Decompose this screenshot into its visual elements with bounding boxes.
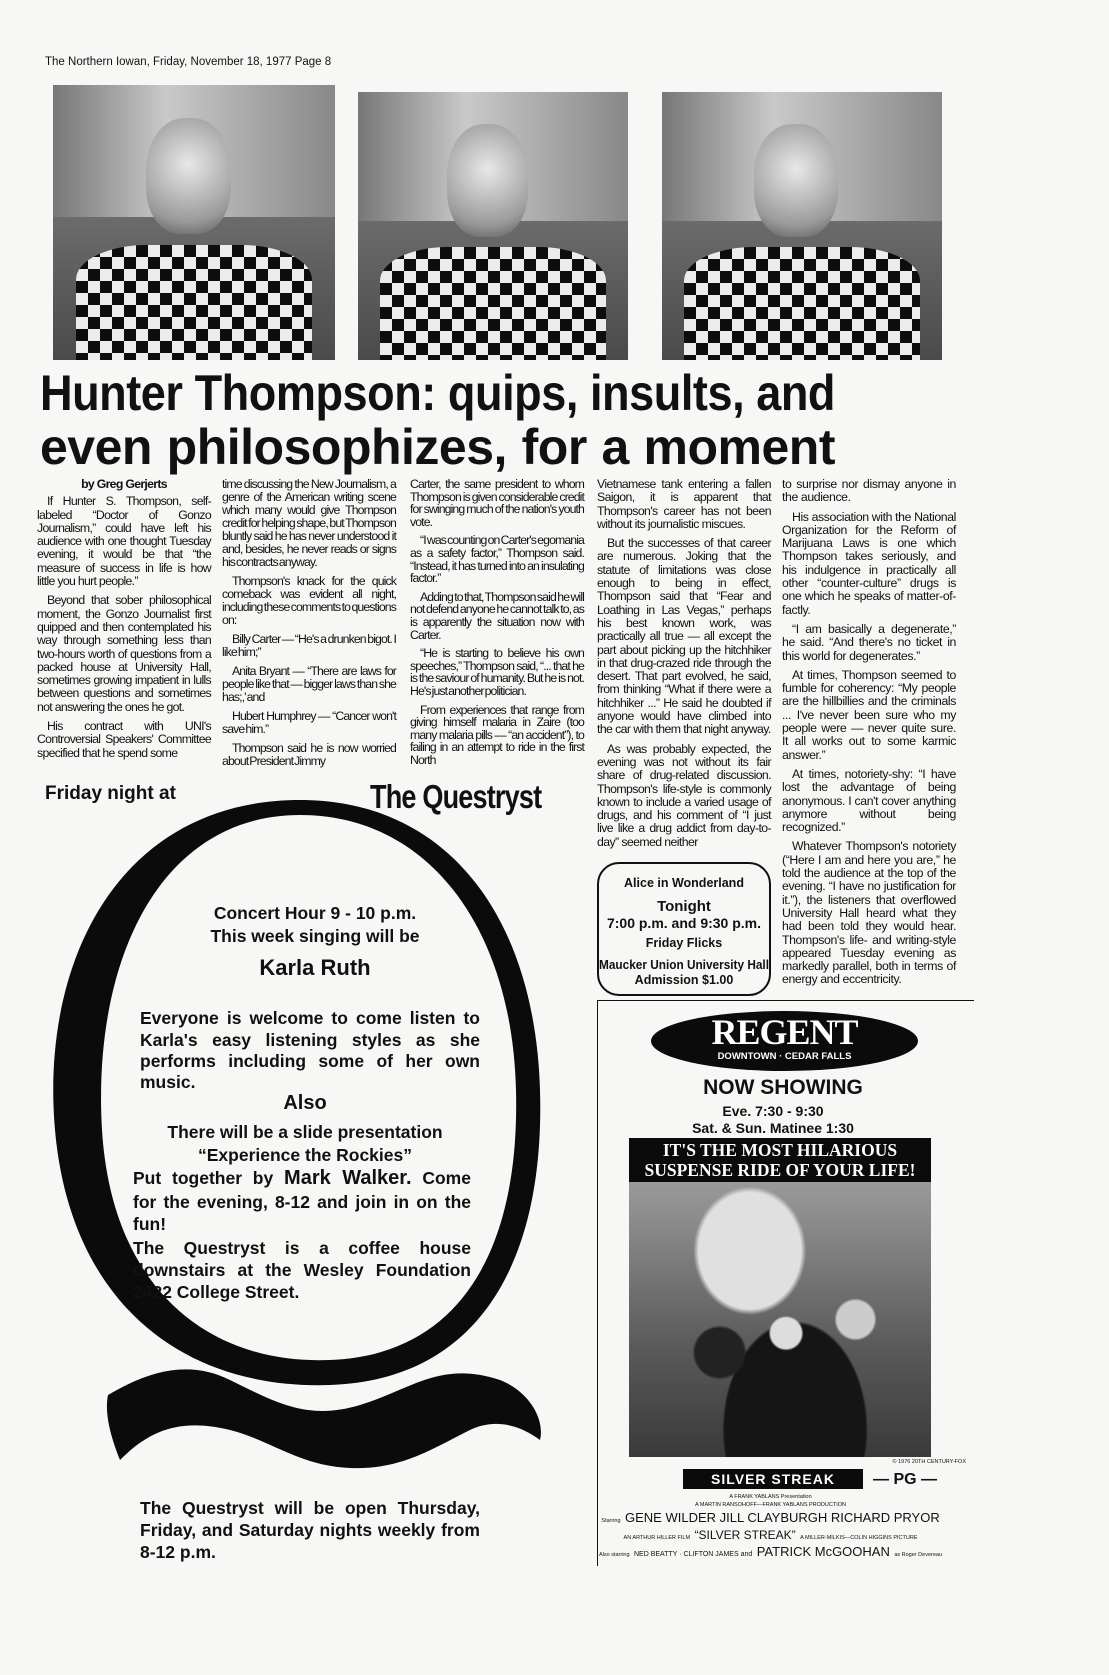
q-also: Also <box>283 1092 327 1114</box>
featured-role: as Roger Devereau <box>894 1552 943 1558</box>
article-column-5 <box>782 478 956 993</box>
article-paragraph: His contract with UNI's Controversial Speakers' Committee specified that he spend some <box>37 719 211 760</box>
article-paragraph: time discussing the New Journalism, a genre of the American writing scene which many would give Thompson credit for helping shape, but Thompson bluntly said he has never understood it and, besides, he never reads or signs his contracts anyway. <box>222 477 396 569</box>
article-paragraph: But the successes of that career are numerous. Joking that the statute of limitations was close enough to being in effect, Thompson said that “Fear and Loathing in Las Vegas,” perhaps his best known work, was practically all true — all except the part about picking up the hitchhiker in that drug-crazed ride through the desert. That part evolved, he said, from thinking “What if there were a hitchhiker ...” He said he doubted if anyone would have climbed into the car with them that night anyway. <box>597 536 771 737</box>
film-credit-pre: AN ARTHUR HILLER FILM <box>623 1535 691 1541</box>
questryst-name: The Questryst <box>370 778 542 815</box>
article-paragraph: Anita Bryant — “There are laws for people like that — bigger laws than she has;,' and <box>222 664 396 704</box>
headline-line-2: even philosophizes, for a moment <box>40 419 835 475</box>
article-paragraph: As was probably expected, the evening was not without its fair share of drug-related discussion. Thompson's life-style is commonly known to include a varied usage of drugs, and his comment of “I just live like a drug addict from day-to-day” seemed neither <box>597 741 771 849</box>
article-paragraph: Carter, the same president to whom Thompson is given considerable credit for swinging much of the nation's youth vote. <box>410 477 584 529</box>
alice-title: Alice in Wonderland <box>624 876 744 890</box>
article-paragraph: If Hunter S. Thompson, self-labeled “Doctor of Gonzo Journalism,” could have left his audience with one thought Tuesday evening, it would be that “the measure of success in life is how little you hurt people.” <box>37 494 211 589</box>
article-paragraph: Vietnamese tank entering a fallen Saigon, it is apparent that Thompson's career has not been without its journalistic miscues. <box>597 477 771 531</box>
photo-thompson-right <box>662 92 942 360</box>
article-paragraph: Thompson's knack for the quick comeback was evident all night, including these comments to questions on: <box>222 574 396 627</box>
page-folio: The Northern Iowan, Friday, November 18, 1977 Page 8 <box>45 56 332 68</box>
regent-location: DOWNTOWN · CEDAR FALLS <box>717 1051 852 1062</box>
article-column-4 <box>597 478 771 855</box>
q-evening-2: fun! <box>133 1214 167 1234</box>
featured-star: PATRICK McGOOHAN <box>756 1544 890 1559</box>
article-paragraph: From experiences that range from giving himself malaria in Zaire (too many malaria pills — “an accident”), to failing in an attempt to ride in the first North <box>410 702 584 767</box>
q-performer: Karla Ruth <box>259 955 371 980</box>
regent-logo <box>651 1011 918 1071</box>
production-credit: A MARTIN RANSOHOFF—FRANK YABLANS PRODUCTION <box>695 1502 846 1508</box>
q-open-3: 8-12 p.m. <box>140 1542 216 1562</box>
rating: — PG — <box>873 1471 938 1488</box>
film-credit-post: A MILLER-MILKIS—COLIN HIGGINS PICTURE <box>800 1535 918 1541</box>
q-welcome-3: performs including some of her own <box>140 1051 480 1071</box>
starring-label: Starring <box>601 1518 621 1524</box>
article-paragraph: At times, notoriety-shy: “I have lost the advantage of being anonymous. I can't cover anything anymore without being recognized.” <box>782 766 956 835</box>
evening-times: Eve. 7:30 - 9:30 <box>722 1103 824 1119</box>
q-put-together <box>133 1167 471 1189</box>
tagline-banner <box>629 1138 931 1182</box>
article-paragraph: Billy Carter — “He's a drunken bigot. I like him;” <box>222 632 396 659</box>
regent-theater-ad <box>597 1000 974 1566</box>
regent-name: REGENT <box>711 1012 858 1052</box>
article-paragraph: Beyond that sober philosophical moment, the Gonzo Journalist first quipped and then contemplated his way through something less than two-hours worth of questions from a packed house at University Hall, sometimes growing impatient in lulls between questions and sometimes not answering the ones he got. <box>37 593 211 714</box>
silver-streak-still-image <box>629 1182 931 1457</box>
q-put-together-name: Mark Walker. <box>284 1167 412 1189</box>
article-paragraph: “He is starting to believe his own speeches,” Thompson said, “... that he is the saviour of humanity. But he is not. He's just another politician. <box>410 646 584 698</box>
now-showing: NOW SHOWING <box>703 1076 863 1099</box>
q-concert: Concert Hour 9 - 10 p.m. <box>213 903 417 923</box>
article-paragraph: At times, Thompson seemed to fumble for coherency: “My people are the hillbillies and the criminals ... I've never been sure who my people were — never quite sure. It all works out to some karmic answer.” <box>782 667 956 762</box>
q-coffee-3: 2422 College Street. <box>133 1282 300 1302</box>
q-slide-1: There will be a slide presentation <box>167 1122 443 1142</box>
alice-when: Tonight <box>657 898 711 915</box>
headline-line-1: Hunter Thompson: quips, insults, and <box>40 365 835 421</box>
q-welcome-2: Karla's easy listening styles as she <box>140 1030 480 1050</box>
article-paragraph: Hubert Humphrey — “Cancer won't save him.” <box>222 709 396 736</box>
article-paragraph: Adding to that, Thompson said he will not defend anyone he cannot talk to, as is apparently the situation now with Carter. <box>410 589 584 642</box>
silver-streak-logo: SILVER STREAK <box>683 1469 863 1489</box>
matinee-times: Sat. & Sun. Matinee 1:30 <box>692 1120 854 1136</box>
q-evening-1: for the evening, 8-12 and join in on the <box>133 1192 471 1212</box>
q-welcome-1: Everyone is welcome to come listen to <box>140 1008 480 1028</box>
q-put-together-pre: Put together by <box>133 1168 274 1188</box>
article-paragraph: to surprise nor dismay anyone in the audience. <box>782 477 956 505</box>
article-paragraph: Whatever Thompson's notoriety (“Here I am and here you are,” he told the audience at the top of the evening. “I have no justification for it.”), the listeners that overflowed University Hall heard what they had been told they would hear. Thompson's life- and writing-style appeared Tuesday evening as markedly parallel, both in terms of energy and eccentricity. <box>782 839 956 987</box>
presentation-credit: A FRANK YABLANS Presentation <box>729 1494 812 1500</box>
article-paragraph: “I was counting on Carter's egomania as a safety factor,” Thompson said. “Instead, it has turned into an insulating factor.” <box>410 533 584 586</box>
q-coffee-1: The Questryst is a coffee house <box>133 1238 471 1258</box>
q-open-1: The Questryst will be open Thursday, <box>140 1498 480 1518</box>
q-put-together-post: Come <box>422 1168 471 1188</box>
q-singing: This week singing will be <box>210 926 420 946</box>
stars: GENE WILDER JILL CLAYBURGH RICHARD PRYOR <box>625 1510 940 1525</box>
also-starring-line <box>598 1544 943 1563</box>
film-title: “SILVER STREAK” <box>694 1528 796 1542</box>
alice-in-wonderland-ad <box>597 862 771 996</box>
article-paragraph: His association with the National Organization for the Reform of Marijuana Laws is one which Thompson takes seriously, and his indulgence in practically all other “counter-culture” drugs is one which he speaks of matter-of-factly. <box>782 509 956 617</box>
tagline-1: IT'S THE MOST HILARIOUS <box>662 1140 898 1160</box>
alice-venue: Maucker Union University Hall <box>599 958 769 972</box>
q-slide-2: “Experience the Rockies” <box>198 1145 412 1165</box>
also-starring-label: Also starring <box>598 1552 630 1558</box>
alice-times: 7:00 p.m. and 9:30 p.m. <box>606 915 762 931</box>
article-paragraph: “I am basically a degenerate,” he said. “And there's no ticket in this world for degenerates.” <box>782 621 956 663</box>
q-coffee-2: downstairs at the Wesley Foundation <box>133 1260 471 1280</box>
alice-admission: Admission $1.00 <box>634 973 734 987</box>
copyright: © 1976 20TH CENTURY-FOX <box>892 1459 966 1465</box>
article-paragraph: Thompson said he is now worried about President Jimmy <box>222 741 396 768</box>
alice-series: Friday Flicks <box>645 936 723 950</box>
also-starring: NED BEATTY · CLIFTON JAMES and <box>634 1551 753 1558</box>
q-open-2: Friday, and Saturday nights weekly from <box>140 1520 480 1540</box>
byline: by Greg Gerjerts <box>81 477 167 491</box>
questryst-friday-label: Friday night at <box>45 783 176 804</box>
q-welcome-4: music. <box>140 1072 196 1092</box>
tagline-2: SUSPENSE RIDE OF YOUR LIFE! <box>644 1160 916 1180</box>
